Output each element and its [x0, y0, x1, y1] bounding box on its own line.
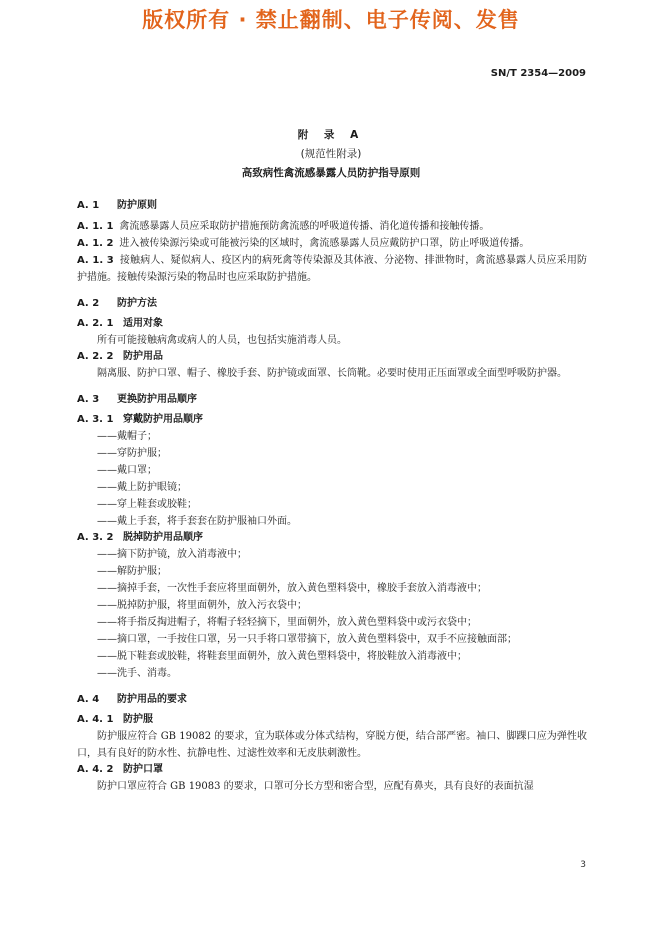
- section-title: 防护方法: [117, 298, 157, 309]
- clause-number: A. 1. 1: [77, 221, 114, 232]
- section-heading: [77, 692, 587, 708]
- section-heading: [77, 198, 587, 214]
- list-item: ——洗手、消毒。: [97, 668, 177, 679]
- paragraph: 防护口罩应符合 GB 19083 的要求，口罩可分长方型和密合型，应配有鼻夹，具有良好的表面抗湿: [97, 781, 534, 792]
- list-item: ——脱下鞋套或胶鞋，将鞋套里面朝外，放入黄色塑料袋中，将胶鞋放入消毒液中；: [97, 651, 467, 662]
- list-item: ——戴帽子；: [97, 431, 157, 442]
- list-item: ——脱掉防护服，将里面朝外，放入污衣袋中；: [97, 600, 307, 611]
- clause-text: 禽流感暴露人员应采取防护措施预防禽流感的呼吸道传播、消化道传播和接触传播。: [119, 221, 490, 232]
- annex-label: 附 录 A: [297, 129, 365, 141]
- annex-type: (规范性附录): [300, 148, 362, 160]
- subsection-title: 防护服: [123, 714, 153, 725]
- list-item: ——穿防护服；: [97, 448, 167, 459]
- copyright-watermark: 版权所有 · 禁止翻制、电子传阅、发售: [142, 8, 520, 32]
- subsection-title: 防护用品: [123, 351, 163, 362]
- annex-title: 高致病性禽流感暴露人员防护指导原则: [241, 167, 421, 179]
- list-item: ——戴口罩；: [97, 465, 157, 476]
- list-item: ——解防护服；: [97, 566, 167, 577]
- paragraph: 隔离服、防护口罩、帽子、橡胶手套、防护镜或面罩、长筒靴。必要时使用正压面罩或全面型呼吸防护器。: [97, 368, 567, 379]
- clause: [77, 218, 587, 235]
- paragraph: 防护服应符合 GB 19082 的要求，宜为联体或分体式结构，穿脱方便，结合部严密。袖口、脚踝口应为弹性收口，具有良好的防水性、抗静电性、过滤性效率和无皮肤刺激性。: [77, 731, 587, 759]
- list-item: ——将手指反掏进帽子，将帽子轻轻摘下，里面朝外，放入黄色塑料袋中或污衣袋中；: [97, 617, 477, 628]
- clause-text: 进入被传染源污染或可能被污染的区域时，禽流感暴露人员应戴防护口罩，防止呼吸道传播。: [119, 238, 530, 249]
- subsection-heading: [77, 530, 587, 546]
- section-number: A. 2: [77, 298, 100, 309]
- subsection-number: A. 2. 2: [77, 351, 114, 362]
- section-heading: [77, 392, 587, 408]
- subsection-title: 适用对象: [123, 318, 163, 329]
- page-number: 3: [580, 860, 586, 870]
- subsection-number: A. 4. 2: [77, 764, 114, 775]
- standard-code: SN/T 2354—2009: [490, 68, 586, 79]
- paragraph: 所有可能接触病禽或病人的人员，也包括实施消毒人员。: [97, 335, 347, 346]
- clause-text: 接触病人、疑似病人、疫区内的病死禽等传染源及其体液、分泌物、排泄物时，禽流感暴露人员应采用防护措施。接触传染源污染的物品时也应采取防护措施。: [77, 255, 587, 283]
- section-heading: [77, 296, 587, 312]
- document-body: [77, 198, 587, 795]
- clause-number: A. 1. 3: [77, 255, 114, 266]
- subsection-number: A. 3. 1: [77, 414, 114, 425]
- subsection-title: 穿戴防护用品顺序: [123, 414, 203, 425]
- list-item: ——摘口罩，一手按住口罩，另一只手将口罩带摘下，放入黄色塑料袋中，双手不应接触面部；: [97, 634, 517, 645]
- section-number: A. 3: [77, 394, 100, 405]
- subsection-heading: [77, 412, 587, 428]
- subsection-number: A. 2. 1: [77, 318, 114, 329]
- subsection-heading: [77, 316, 587, 332]
- list-item: ——穿上鞋套或胶鞋；: [97, 499, 197, 510]
- subsection-title: 脱掉防护用品顺序: [123, 532, 203, 543]
- section-title: 防护用品的要求: [117, 694, 187, 705]
- section-number: A. 4: [77, 694, 100, 705]
- section-title: 更换防护用品顺序: [117, 394, 197, 405]
- subsection-heading: [77, 349, 587, 365]
- subsection-number: A. 3. 2: [77, 532, 114, 543]
- subsection-number: A. 4. 1: [77, 714, 114, 725]
- list-item: ——戴上防护眼镜；: [97, 482, 187, 493]
- subsection-heading: [77, 712, 587, 728]
- subsection-title: 防护口罩: [123, 764, 163, 775]
- subsection-heading: [77, 762, 587, 778]
- section-number: A. 1: [77, 200, 100, 211]
- list-item: ——摘掉手套，一次性手套应将里面朝外，放入黄色塑料袋中，橡胶手套放入消毒液中；: [97, 583, 487, 594]
- clause: [77, 235, 587, 252]
- list-item: ——戴上手套，将手套套在防护服袖口外面。: [97, 516, 297, 527]
- list-item: ——摘下防护镜，放入消毒液中；: [97, 549, 247, 560]
- section-title: 防护原则: [117, 200, 157, 211]
- clause: [77, 252, 587, 286]
- clause-number: A. 1. 2: [77, 238, 114, 249]
